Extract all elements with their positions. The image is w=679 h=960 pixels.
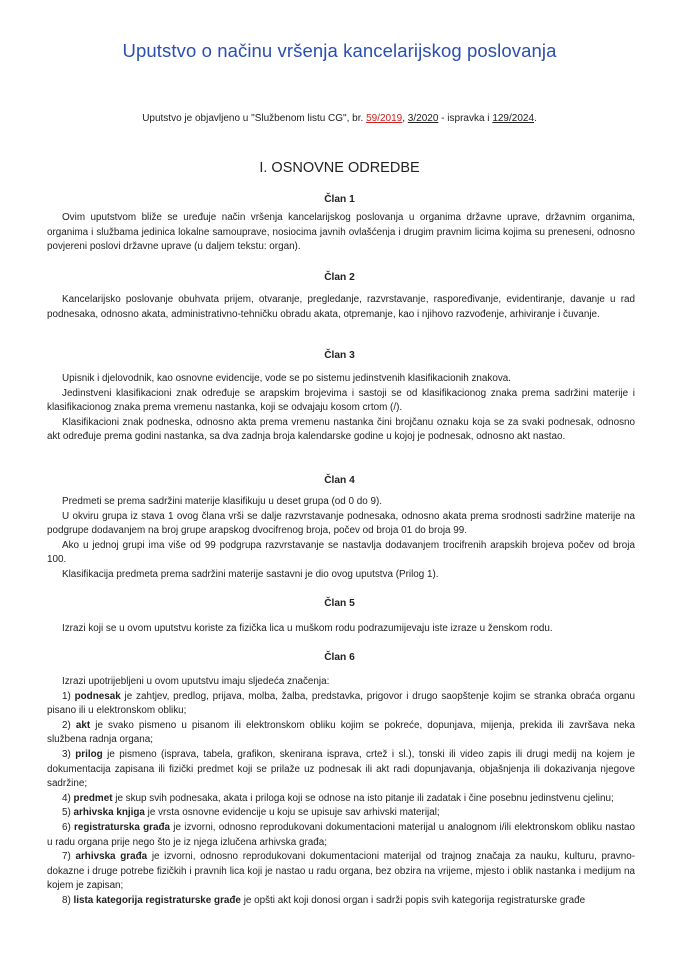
paragraph: Upisnik i djelovodnik, kao osnovne evidencije, vode se po sistemu jedinstvenih klasifikacionih znakova. (62, 373, 512, 384)
item-number: 7) (62, 851, 71, 863)
article-heading: Član 6 (324, 652, 355, 663)
publication-prefix: Uputstvo je objavljeno u "Službenom listu CG", br. (142, 113, 364, 124)
list-item (47, 719, 635, 748)
publication-note: Uputstvo je objavljeno u "Službenom listu CG", br. 59/2019, 3/2020 - ispravka i 129/2024. (142, 113, 537, 124)
list-item (47, 894, 635, 909)
paragraph: Izrazi upotrijebljeni u ovom uputstvu imaju sljedeća značenja: (62, 676, 330, 687)
publication-link-129-2024[interactable]: 129/2024 (492, 113, 535, 124)
article-heading: Član 4 (324, 475, 355, 486)
paragraph: Kancelarijsko poslovanje obuhvata prijem, otvaranje, pregledanje, razvrstavanje, raspoređivanje, evidentiranje, davanje u rad podnesaka, odnosno akata, administrativno-tehničku obradu akata, otpremanje, kao i njihovo razvođenje, arhiviranje i čuvanje. (47, 294, 635, 320)
article-body (47, 293, 635, 322)
item-number: 6) (62, 821, 71, 833)
article-heading: Član 2 (324, 272, 355, 283)
paragraph: Ako u jednoj grupi ima više od 99 podgrupa razvrstavanje se nastavlja dodavanjem trocifrenih arapskih brojeva počev od broja 100. (47, 539, 635, 566)
item-term: arhivska knjiga (73, 807, 145, 819)
list-item (47, 792, 635, 807)
item-term: predmet (73, 792, 113, 804)
item-number: 5) (62, 807, 71, 819)
publication-link-59-2019[interactable]: 59/2019 (366, 113, 403, 124)
item-term: podnesak (74, 690, 121, 702)
item-number: 1) (62, 690, 71, 702)
list-item (47, 821, 635, 850)
article-body (47, 495, 635, 583)
list-item (47, 850, 635, 894)
item-term: akt (75, 719, 91, 731)
item-term: prilog (75, 748, 103, 760)
item-text: je izvorni, odnosno reprodukovani dokumentacioni materijal od trajnog značaja za nauku, kulturu, pravno-dokazne i druge potrebe fizičkih i pravnih lica koji je nastao u radu organa, bez obzira na vrijeme, mjesto i oblik nastanka i medijum na kojem je zapisan; (47, 851, 636, 892)
article-heading: Član 3 (324, 350, 355, 361)
article-heading: Član 1 (324, 194, 355, 205)
section-title: I. OSNOVNE ODREDBE (259, 160, 420, 176)
item-number: 8) (62, 894, 71, 906)
paragraph: Klasifikacioni znak podneska, odnosno akta prema vremenu nastanka čini brojčanu oznaku koja se za svaki podnesak, odnosno akt određuje prema godini nastanka, sa dva zadnja broja kalendarske godine u kojoj je podnesak, odnosno akt nastao. (47, 416, 635, 443)
item-text: je svako pismeno u pisanom ili elektronskom obliku kojim se pokreće, dopunjava, mijenja, prekida ili završava neka službena radnja organa; (47, 719, 635, 746)
item-text: je skup svih podnesaka, akata i priloga koji se odnose na isto pitanje ili zadatak i čine posebnu jedinstvenu cjelinu; (115, 792, 614, 804)
paragraph: U okviru grupa iz stava 1 ovog člana vrši se dalje razvrstavanje podnesaka, odnosno akata prema srodnosti sadržine materije na podgrupe dodavanjem na broj grupe arapskog dvocifrenog broja, počev od broja 01 do broja 99. (47, 510, 635, 537)
item-number: 2) (62, 719, 71, 731)
paragraph: Izrazi koji se u ovom uputstvu koriste za fizička lica u muškom rodu podrazumijevaju iste izraze u ženskom rodu. (62, 623, 553, 634)
item-text: je zahtjev, predlog, prijava, molba, žalba, predstavka, prigovor i drugo saopštenje kojim se stranka obraća organu pisano ili u elektronskom obliku; (47, 690, 636, 717)
item-term: lista kategorija registraturske građe (73, 894, 241, 906)
list-item (47, 748, 635, 792)
item-text: je izvorni, odnosno reprodukovani dokumentacioni materijal u analognom i/ili elektronskom obliku nastao u radu organa prije nego što je iz njega izlučena arhivska građa; (47, 821, 635, 848)
article-body (47, 622, 635, 637)
item-number: 3) (62, 748, 71, 760)
article-body (47, 211, 635, 255)
paragraph: Ovim uputstvom bliže se uređuje način vršenja kancelarijskog poslovanja u organima državne uprave, državnim organima, organima i službama jedinica lokalne samouprave, nosiocima javnih ovlašćenja i drugim pravnim licima kojima su preneseni, odnosno povjereni poslovi državne uprave (u daljem tekstu: organ). (47, 212, 635, 253)
list-item (47, 690, 635, 719)
item-text: je pismeno (isprava, tabela, grafikon, skenirana isprava, crtež i sl.), tonski ili video zapis ili drugi medij na kojem je dokumentacija zapisana ili fizički predmet koji se prilaže uz podnesak ili akt radi dopunjavanja, objašnjenja ili dokazivanja njegove sadržine; (47, 748, 635, 790)
article-body (47, 675, 635, 909)
item-term: registraturska građa (74, 821, 171, 833)
paragraph: Predmeti se prema sadržini materije klasifikuju u deset grupa (od 0 do 9). (62, 496, 382, 507)
list-item (47, 806, 635, 821)
item-text: je opšti akt koji donosi organ i sadrži popis svih kategorija registraturske građe (243, 894, 586, 906)
article-body (47, 372, 635, 445)
paragraph: Jedinstveni klasifikacioni znak određuje se arapskim brojevima i sastoji se od klasifikacionog znaka prema sadržini materije i klasifikacionog znaka prema vremenu nastanka, koji se odvajaju kosom crtom (/). (47, 387, 635, 414)
article-heading: Član 5 (324, 598, 355, 609)
document-title: Uputstvo o načinu vršenja kancelarijskog poslovanja (122, 40, 557, 61)
item-text: je vrsta osnovne evidencije u koju se upisuje sav arhivski materijal; (147, 807, 440, 819)
publication-link-3-2020[interactable]: 3/2020 (407, 113, 439, 124)
item-term: arhivska građa (75, 851, 148, 863)
item-number: 4) (62, 792, 71, 804)
paragraph: Klasifikacija predmeta prema sadržini materije sastavni je dio ovog uputstva (Prilog 1). (62, 568, 439, 580)
publication-mid: - ispravka i (441, 113, 490, 124)
